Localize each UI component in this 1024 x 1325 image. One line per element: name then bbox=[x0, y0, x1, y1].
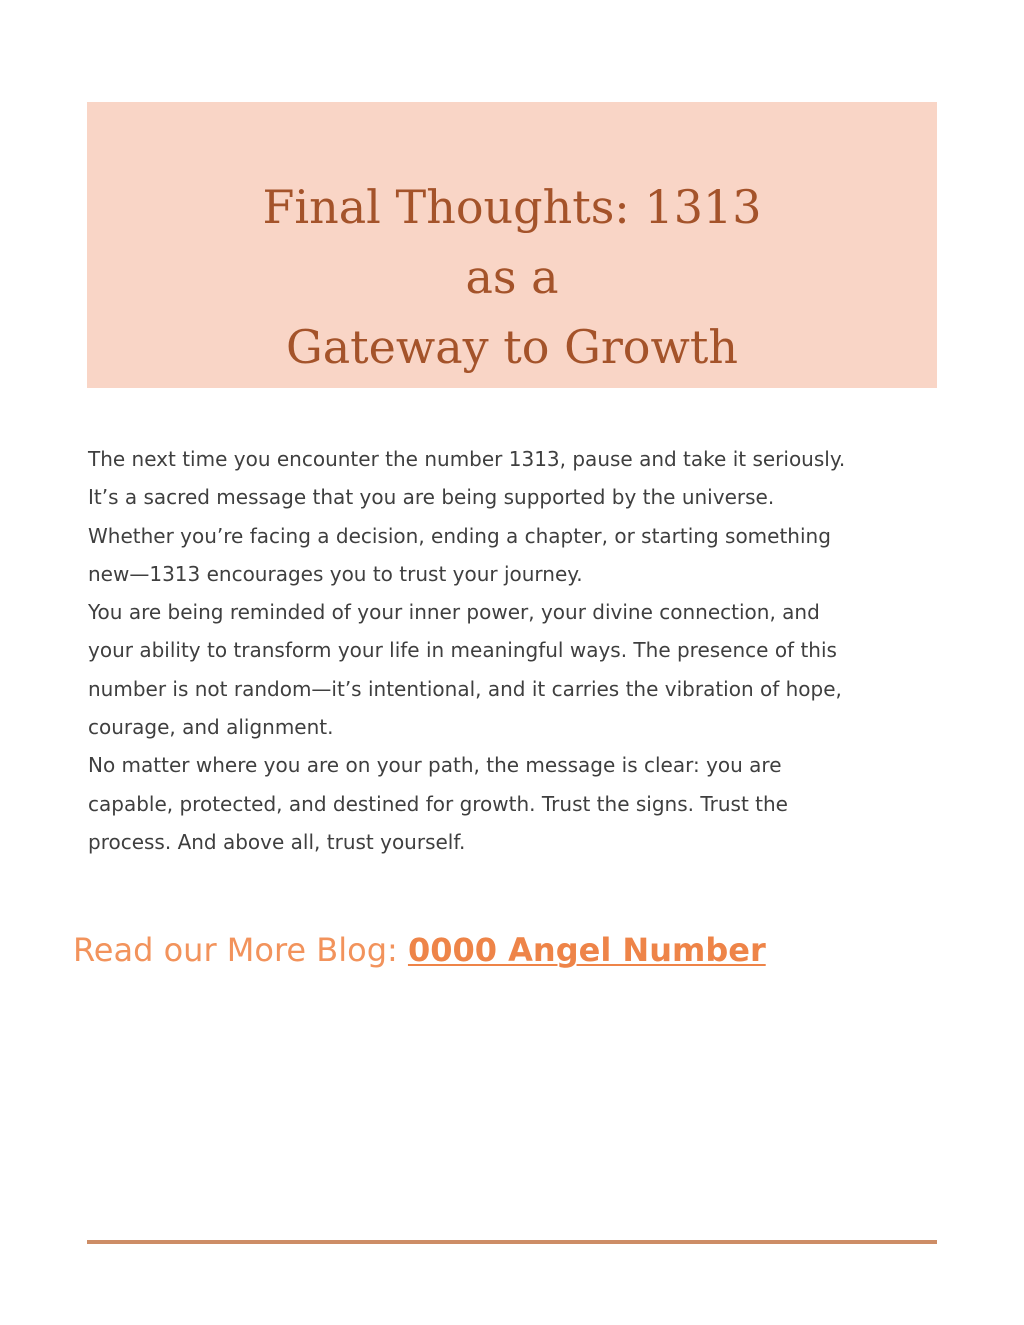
read-more-label: Read our More Blog: bbox=[73, 931, 408, 969]
article-body bbox=[88, 440, 938, 861]
body-line-8: courage, and alignment. bbox=[88, 715, 334, 740]
body-line-10: capable, protected, and destined for growth. Trust the signs. Trust the bbox=[88, 791, 788, 816]
body-line-6: your ability to transform your life in meaningful ways. The presence of this bbox=[88, 638, 837, 663]
blog-link[interactable]: 0000 Angel Number bbox=[407, 931, 766, 969]
page-title-line-2: Gateway to Growth bbox=[285, 320, 738, 374]
body-line-4: new—1313 encourages you to trust your journey. bbox=[88, 561, 583, 586]
body-line-7: number is not random—it’s intentional, and it carries the vibration of hope, bbox=[88, 676, 842, 701]
page-title-line-1: Final Thoughts: 1313 as a bbox=[262, 180, 762, 304]
body-line-11: process. And above all, trust yourself. bbox=[88, 829, 466, 854]
title-banner bbox=[87, 102, 937, 388]
body-line-2: It’s a sacred message that you are being supported by the universe. bbox=[88, 485, 775, 510]
read-more-section bbox=[73, 928, 766, 972]
footer-divider bbox=[87, 1240, 937, 1244]
body-line-5: You are being reminded of your inner power, your divine connection, and bbox=[88, 600, 820, 625]
body-line-3: Whether you’re facing a decision, ending a chapter, or starting something bbox=[88, 523, 831, 548]
page-title bbox=[87, 172, 937, 382]
body-line-1: The next time you encounter the number 1313, pause and take it seriously. bbox=[88, 447, 846, 471]
body-line-9: No matter where you are on your path, the message is clear: you are bbox=[88, 753, 782, 778]
